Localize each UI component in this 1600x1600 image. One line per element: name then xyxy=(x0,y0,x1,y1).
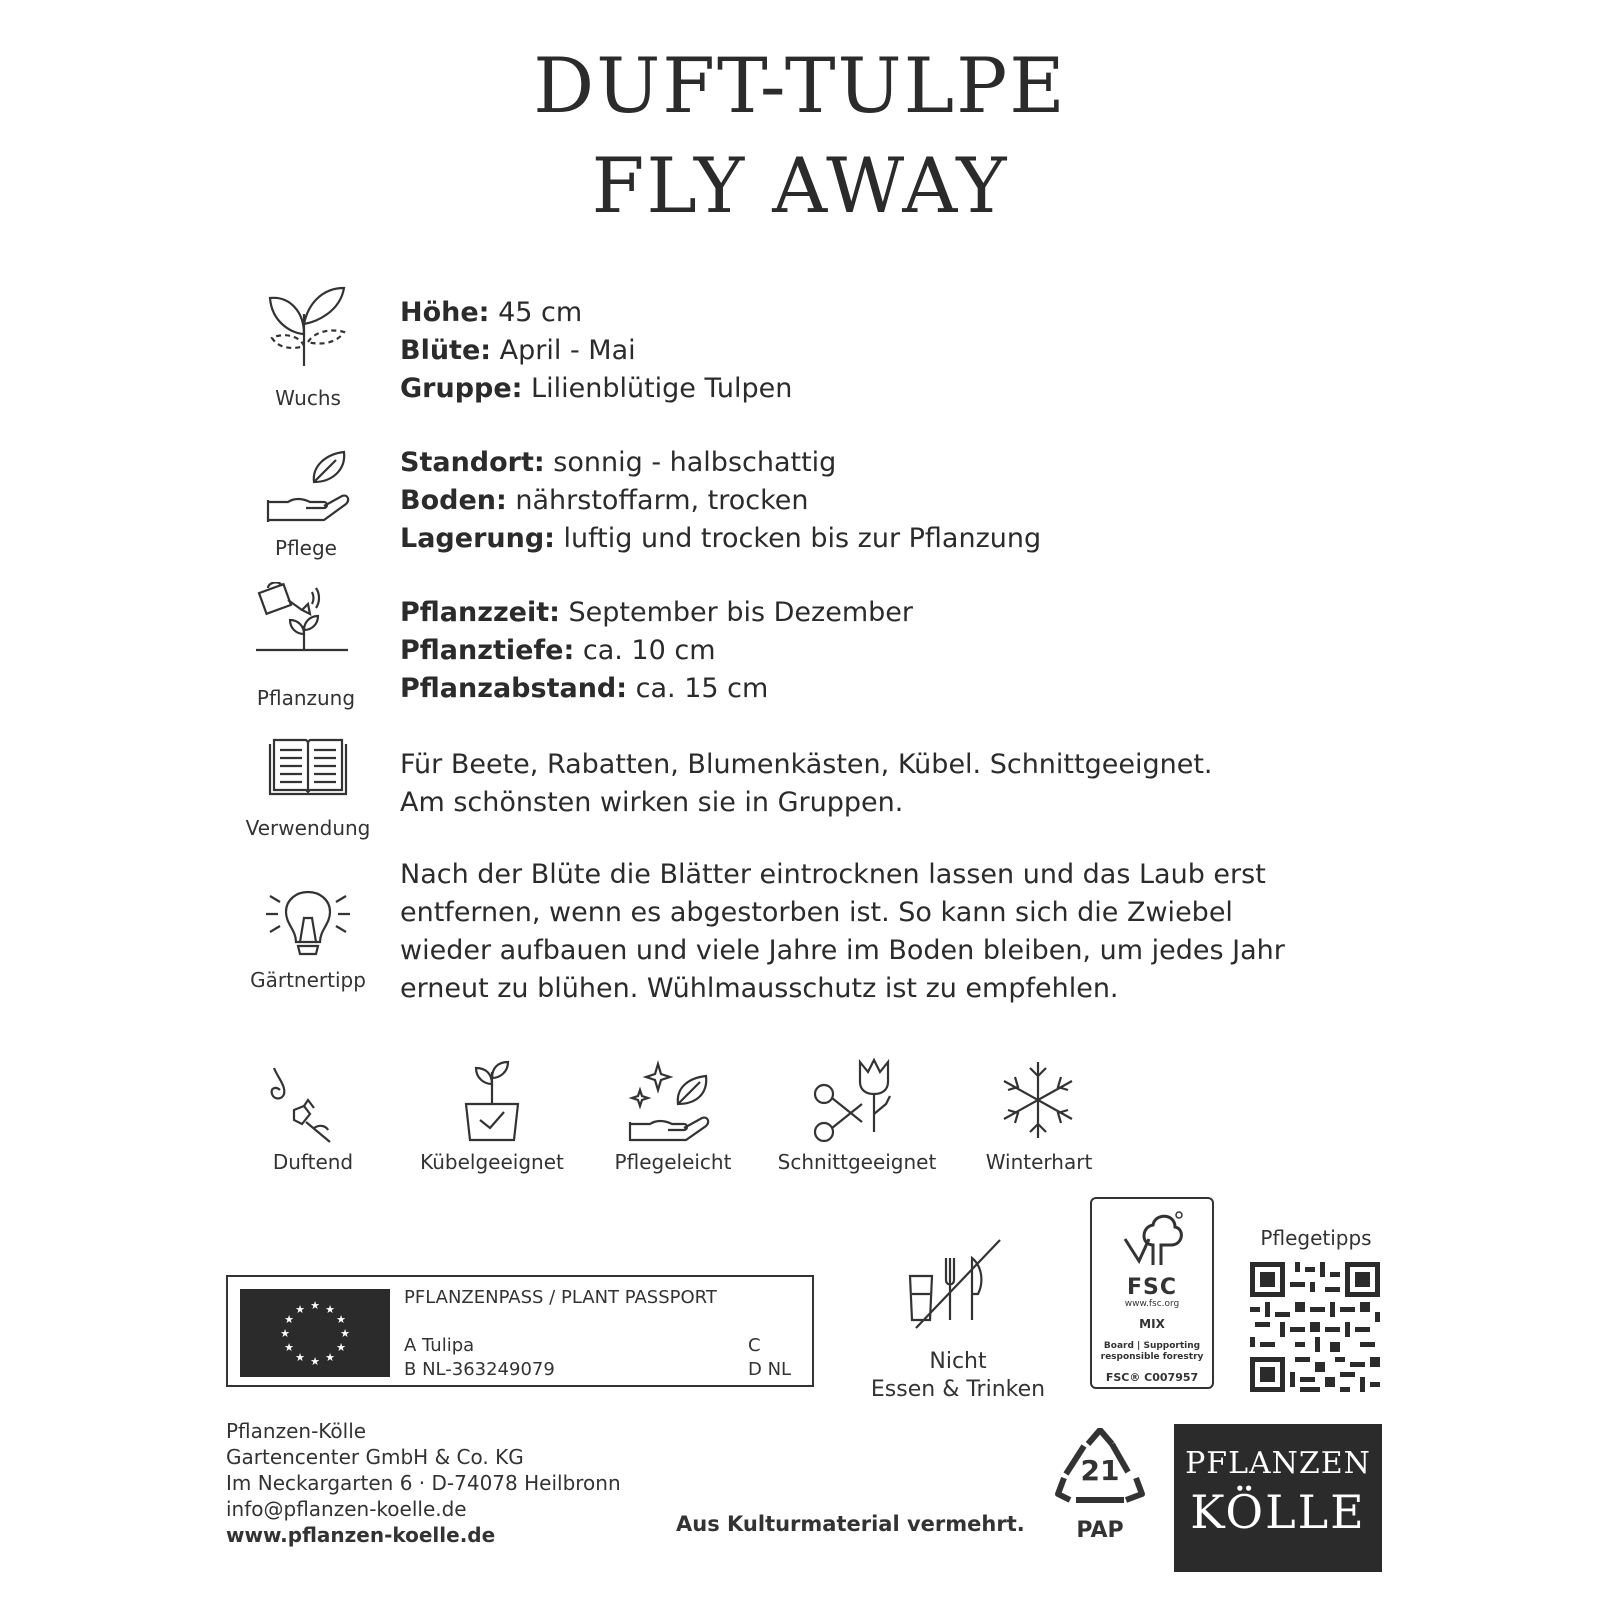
svg-text:★: ★ xyxy=(336,1341,346,1354)
info-row: Pflanzzeit: September bis Dezember xyxy=(400,597,913,628)
recycling-number: 21 xyxy=(1080,1454,1120,1487)
svg-text:★: ★ xyxy=(340,1327,350,1340)
hand-leaf-icon xyxy=(266,448,350,524)
light-bulb-icon xyxy=(264,884,352,956)
section-pflanzung-info xyxy=(400,594,913,708)
passport-b: B NL-363249079 xyxy=(404,1359,555,1380)
svg-text:★: ★ xyxy=(284,1313,294,1326)
pot-check-icon xyxy=(460,1058,524,1142)
gaertnertipp-text: Nach der Blüte die Blätter eintrocknen lassen und das Laub erst entfernen, wenn es abgestorben ist. So kann sich die Zwiebel wieder aufbauen und viele Jahre im Boden bleiben, um jedes Jahr erneut zu blühen. Wühlmausschutz ist zu empfehlen. xyxy=(400,859,1285,1004)
svg-text:★: ★ xyxy=(325,1303,335,1316)
section-label-wuchs: Wuchs xyxy=(275,386,341,410)
no-food-drink-icon xyxy=(906,1236,1002,1332)
info-row: Standort: sonnig - halbschattig xyxy=(400,447,837,478)
svg-text:★: ★ xyxy=(284,1341,294,1354)
company-address: Pflanzen-Kölle Gartencenter GmbH & Co. KG Im Neckargarten 6 · D-74078 Heilbronn info@pflanzen-koelle.de www.pflanzen-koelle.de xyxy=(226,1419,621,1547)
feature-label-pflegeleicht: Pflegeleicht xyxy=(614,1150,732,1174)
plant-sprout-icon xyxy=(264,284,348,368)
svg-text:★: ★ xyxy=(295,1351,305,1364)
origin-note: Aus Kulturmaterial vermehrt. xyxy=(676,1512,1025,1536)
svg-text:★: ★ xyxy=(280,1327,290,1340)
qr-code-icon[interactable] xyxy=(1250,1262,1380,1392)
info-row: Höhe: 45 cm xyxy=(400,297,583,328)
svg-text:★: ★ xyxy=(336,1313,346,1326)
recycling-code: PAP xyxy=(1076,1518,1124,1543)
svg-text:★: ★ xyxy=(310,1299,320,1312)
hand-sparkle-leaf-icon xyxy=(628,1060,712,1142)
watering-can-icon xyxy=(256,582,352,666)
section-wuchs-info xyxy=(400,294,792,408)
fsc-label: FSC www.fsc.org MIX Board | Supporting responsible forestry FSC® C007957 xyxy=(1090,1197,1214,1389)
website-link[interactable]: www.pflanzen-koelle.de xyxy=(226,1523,496,1547)
title-line-2: FLY AWAY xyxy=(591,141,1009,230)
info-row: Pflanztiefe: ca. 10 cm xyxy=(400,635,716,666)
info-row: Gruppe: Lilienblütige Tulpen xyxy=(400,373,793,404)
nose-flower-icon xyxy=(266,1066,340,1144)
passport-d: D NL xyxy=(748,1359,792,1380)
brand-logo: PFLANZEN KÖLLE xyxy=(1174,1424,1382,1572)
snowflake-icon xyxy=(998,1060,1078,1140)
qr-label: Pflegetipps xyxy=(1260,1226,1372,1250)
svg-text:★: ★ xyxy=(310,1355,320,1368)
section-label-pflanzung: Pflanzung xyxy=(256,686,356,710)
section-label-pflege: Pflege xyxy=(275,536,337,560)
email-link[interactable]: info@pflanzen-koelle.de xyxy=(226,1497,467,1521)
fsc-tree-icon xyxy=(1092,1209,1212,1277)
feature-label-kuebelgeeignet: Kübelgeeignet xyxy=(420,1150,564,1174)
passport-header: PFLANZENPASS / PLANT PASSPORT xyxy=(404,1287,717,1308)
open-book-icon xyxy=(268,738,348,800)
feature-label-duftend: Duftend xyxy=(272,1150,354,1174)
passport-c: C xyxy=(748,1335,761,1356)
svg-text:★: ★ xyxy=(325,1351,335,1364)
feature-label-winterhart: Winterhart xyxy=(985,1150,1093,1174)
feature-label-schnittgeeignet: Schnittgeeignet xyxy=(777,1150,937,1174)
info-row: Boden: nährstoffarm, trocken xyxy=(400,485,809,516)
plant-passport xyxy=(226,1275,814,1387)
section-pflege-info xyxy=(400,444,1041,558)
info-row: Blüte: April - Mai xyxy=(400,335,636,366)
eu-flag-icon xyxy=(240,1289,390,1377)
info-row: Lagerung: luftig und trocken bis zur Pflanzung xyxy=(400,523,1042,554)
scissors-tulip-icon xyxy=(812,1054,900,1144)
svg-text:★: ★ xyxy=(295,1303,305,1316)
section-label-verwendung: Verwendung xyxy=(245,816,371,840)
section-label-gaertnertipp: Gärtnertipp xyxy=(250,968,366,992)
verwendung-text: Für Beete, Rabatten, Blumenkästen, Kübel. Schnittgeeignet. Am schönsten wirken sie in Gruppen. xyxy=(400,749,1213,818)
title-line-1: DUFT-TULPE xyxy=(533,41,1067,130)
no-food-drink-label: Nicht Essen & Trinken xyxy=(870,1349,1046,1402)
passport-a: A Tulipa xyxy=(404,1335,475,1356)
info-row: Pflanzabstand: ca. 15 cm xyxy=(400,673,769,704)
